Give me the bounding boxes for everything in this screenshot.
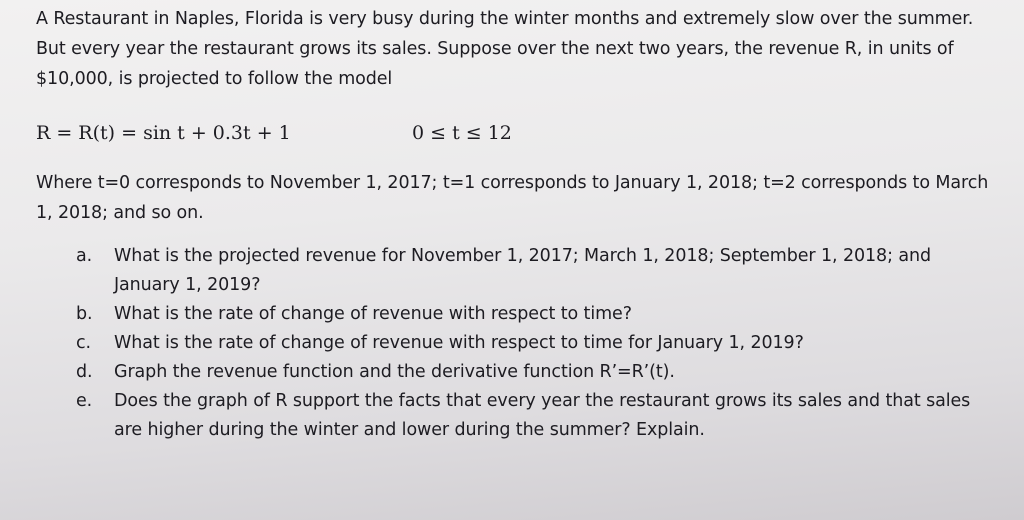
question-text: What is the rate of change of revenue with respect to time for January 1, 2019? xyxy=(114,333,804,353)
question-letter: d. xyxy=(76,362,93,382)
question-letter: c. xyxy=(76,333,91,353)
question-list xyxy=(76,242,996,445)
question-text: What is the rate of change of revenue with respect to time? xyxy=(114,304,632,324)
question-e xyxy=(76,387,996,445)
time-definition: Where t=0 corresponds to November 1, 2017; t=1 corresponds to January 1, 2018; t=2 corresponds to March 1, 2018; and so on. xyxy=(36,173,989,223)
question-b xyxy=(76,300,996,329)
question-letter: e. xyxy=(76,391,93,411)
question-text: Does the graph of R support the facts that every year the restaurant grows its sales and that sales are higher during the winter and lower during the summer? Explain. xyxy=(114,391,971,440)
formula-domain: 0 ≤ t ≤ 12 xyxy=(412,122,512,144)
question-c xyxy=(76,329,996,358)
formula-equation: R = R(t) = sin t + 0.3t + 1 xyxy=(36,122,291,144)
question-a xyxy=(76,242,996,300)
question-letter: a. xyxy=(76,246,93,266)
problem-intro: A Restaurant in Naples, Florida is very busy during the winter months and extremely slow over the summer. But every year the restaurant grows its sales. Suppose over the next two years, the revenue R, in units of $10,000, is projected to follow the model xyxy=(36,9,974,89)
question-letter: b. xyxy=(76,304,93,324)
question-text: Graph the revenue function and the derivative function R’=R’(t). xyxy=(114,362,675,382)
revenue-model-formula xyxy=(36,118,736,148)
question-text: What is the projected revenue for November 1, 2017; March 1, 2018; September 1, 2018; and January 1, 2019? xyxy=(114,246,931,295)
question-d xyxy=(76,358,996,387)
